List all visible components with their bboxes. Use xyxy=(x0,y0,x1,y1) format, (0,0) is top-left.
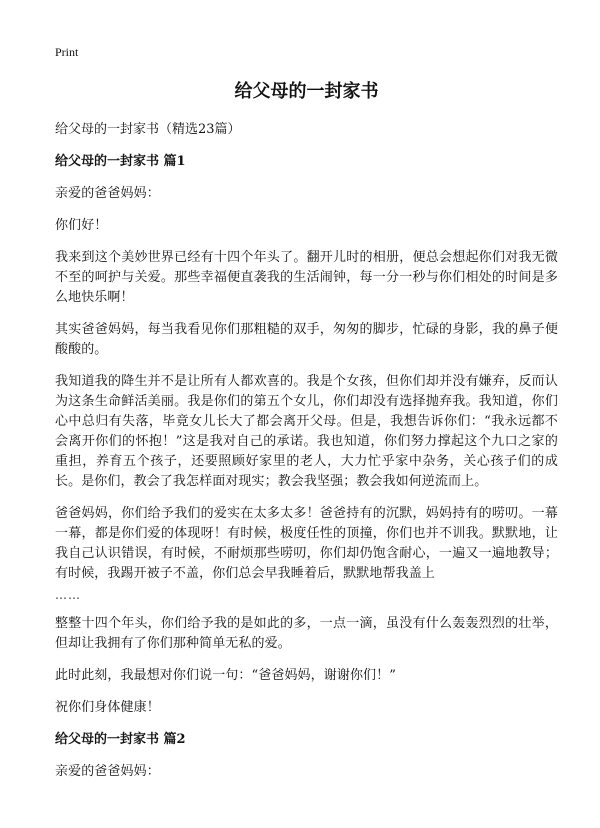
paragraph-body: 我来到这个美妙世界已经有十四个年头了。翻开儿时的相册，便总会想起你们对我无微不至的呵护与关爱。那些幸福便直袭我的生活闹钟，每一分一秒与你们相处的时间是多么地快乐啊！ xyxy=(55,250,558,305)
paragraph-hello: 你们好！ xyxy=(55,218,108,233)
section-heading-2: 给父母的一封家书 篇2 xyxy=(55,732,186,747)
paragraph-body: 此时此刻，我最想对你们说一句：“爸爸妈妈，谢谢你们！” xyxy=(55,668,396,683)
print-label: Print xyxy=(55,45,79,59)
document-subtitle: 给父母的一封家书（精选23篇） xyxy=(55,122,241,137)
paragraph-body: 爸爸妈妈，你们给予我们的爱实在太多太多！爸爸持有的沉默，妈妈持有的唠叨。一幕一幕，都是你们爱的体现呀！有时候，极度任性的顶撞，你们也并不训我。默默地，让我自己认识错误，有时候，不耐烦那些唠叨，你们却仍饱含耐心，一遍又一遍地教导；有时候，我踢开被子不盖，你们总会早我睡着后，默默地帮我盖上 xyxy=(55,506,558,581)
section-heading-1: 给父母的一封家书 篇1 xyxy=(55,154,186,169)
document-title: 给父母的一封家书 xyxy=(234,81,379,102)
paragraph-body: 整整十四个年头，你们给予我的是如此的多，一点一滴，虽没有什么轰轰烈烈的壮举，但却让我拥有了你们那种简单无私的爱。 xyxy=(55,616,558,651)
paragraph-greeting: 亲爱的爸爸妈妈： xyxy=(55,764,160,779)
paragraph-ellipsis: …… xyxy=(55,588,81,602)
paragraph-greeting: 亲爱的爸爸妈妈： xyxy=(55,186,160,201)
paragraph-body: 我知道我的降生并不是让所有人都欢喜的。我是个女孩，但你们却并没有嫌弃，反而认为这条生命鲜活美丽。我是你们的第五个女儿，你们却没有选择抛弃我。我知道，你们心中总归有失落，毕竟女儿长大了都会离开父母。但是，我想告诉你们：“我永远都不会离开你们的怀抱！”这是我对自己的承诺。我也知道，你们努力撑起这个九口之家的重担，养育五个孩子，还要照顾好家里的老人，大力忙乎家中杂务，关心孩子们的成长。是你们，教会了我怎样面对现实；教会我坚强；教会我如何逆流而上。 xyxy=(55,374,558,489)
paragraph-body: 其实爸爸妈妈，每当我看见你们那粗糙的双手，匆匆的脚步，忙碌的身影，我的鼻子便酸酸的。 xyxy=(55,322,558,357)
paragraph-closing: 祝你们身体健康！ xyxy=(55,700,160,715)
